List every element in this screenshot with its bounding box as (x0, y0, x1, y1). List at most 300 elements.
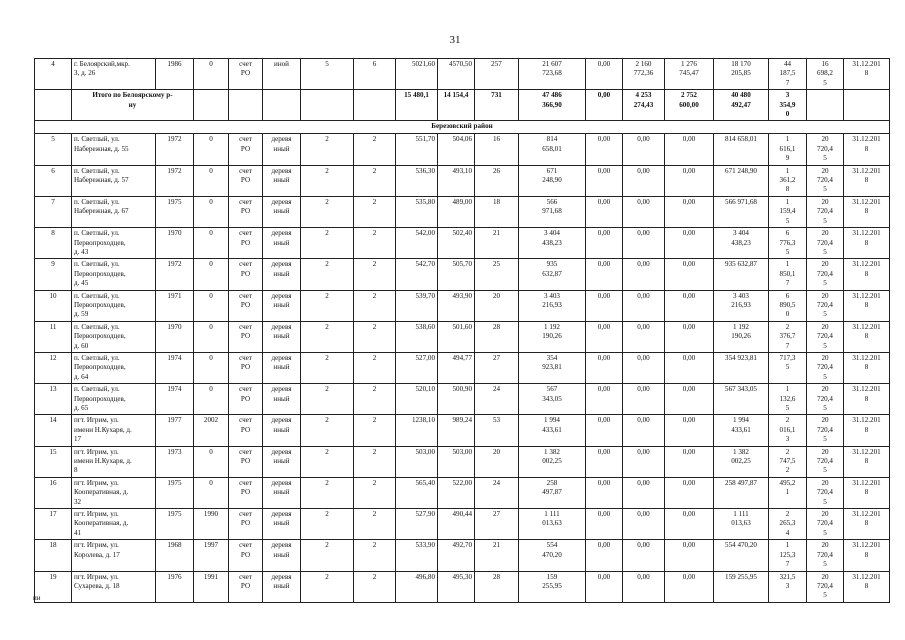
cell-area: 565,40 (396, 477, 438, 508)
cell-c14: 159 255,95 (714, 571, 769, 602)
cell-fl: 2 (301, 571, 354, 602)
cell-fl: 2 (301, 446, 354, 477)
cell-c15: 1 616,1 9 (769, 134, 807, 165)
cell-addr: п. Светлый, ул. Первопроходцев, д. 43 (72, 228, 156, 259)
cell-date: 31.12.201 8 (844, 196, 890, 227)
cell-c11: 0,00 (586, 509, 623, 540)
cell-year: 1975 (156, 509, 194, 540)
cell-c11: 0,00 (586, 134, 623, 165)
cell-rep: 0 (194, 134, 229, 165)
cell-addr: пгт. Игрим, ул. Королева, д. 17 (72, 540, 156, 571)
cell-living: 494,77 (438, 352, 475, 383)
cell-empty (229, 90, 263, 121)
cell-c11: 0,00 (586, 259, 623, 290)
table-row (35, 134, 890, 165)
cell-date: 31.12.201 8 (844, 477, 890, 508)
cell-n: 12 (35, 352, 72, 383)
cell-c16: 20 720,4 5 (807, 290, 844, 321)
cell-date: 31.12.201 8 (844, 228, 890, 259)
cell-c11: 0,00 (586, 290, 623, 321)
cell-area: 535,80 (396, 196, 438, 227)
cell-cost: 3 403 216,93 (519, 290, 586, 321)
cell-empty (354, 90, 396, 121)
cell-c15: 1 159,4 5 (769, 196, 807, 227)
cell-date: 31.12.201 8 (844, 259, 890, 290)
cell-date: 31.12.201 8 (844, 290, 890, 321)
cell-c16: 20 720,4 5 (807, 509, 844, 540)
cell-fl: 2 (301, 321, 354, 352)
cell-c13: 0,00 (665, 228, 714, 259)
cell-ent: 6 (354, 59, 396, 90)
cell-date: 31.12.201 8 (844, 540, 890, 571)
cell-rep: 0 (194, 290, 229, 321)
total-area: 15 480,1 (396, 90, 438, 121)
cell-living: 989,24 (438, 415, 475, 446)
cell-acc: счет РО (229, 321, 263, 352)
section-title: Березовский район (35, 121, 890, 134)
cell-mat: деревя нный (263, 540, 301, 571)
cell-mat: деревя нный (263, 290, 301, 321)
cell-area: 520,10 (396, 384, 438, 415)
cell-living: 502,40 (438, 228, 475, 259)
cell-living: 4570,50 (438, 59, 475, 90)
cell-c15: 2 747,5 2 (769, 446, 807, 477)
cell-c14: 1 192 190,26 (714, 321, 769, 352)
total-cost: 47 486 366,90 (519, 90, 586, 121)
cell-c12: 0,00 (623, 290, 665, 321)
cell-c14: 3 403 216,93 (714, 290, 769, 321)
cell-rep: 0 (194, 259, 229, 290)
cell-living: 522,00 (438, 477, 475, 508)
cell-date: 31.12.201 8 (844, 571, 890, 602)
cell-rep: 0 (194, 196, 229, 227)
cell-c14: 18 170 205,85 (714, 59, 769, 90)
cell-n: 10 (35, 290, 72, 321)
table-row (35, 384, 890, 415)
cell-c14: 1 111 013,63 (714, 509, 769, 540)
cell-c11: 0,00 (586, 415, 623, 446)
cell-reg: 16 (475, 134, 519, 165)
cell-ent: 2 (354, 415, 396, 446)
cell-c13: 0,00 (665, 321, 714, 352)
cell-n: 18 (35, 540, 72, 571)
cell-reg: 257 (475, 59, 519, 90)
cell-rep: 1997 (194, 540, 229, 571)
cell-reg: 25 (475, 259, 519, 290)
table-row (35, 509, 890, 540)
cell-fl: 2 (301, 259, 354, 290)
cell-c14: 1 994 433,61 (714, 415, 769, 446)
cell-acc: счет РО (229, 259, 263, 290)
cell-mat: деревя нный (263, 477, 301, 508)
cell-rep: 1990 (194, 509, 229, 540)
cell-ent: 2 (354, 321, 396, 352)
cell-c16: 20 720,4 5 (807, 446, 844, 477)
table-row (35, 321, 890, 352)
cell-acc: счет РО (229, 384, 263, 415)
cell-empty (301, 90, 354, 121)
cell-cost: 159 255,95 (519, 571, 586, 602)
cell-c15: 2 016,1 3 (769, 415, 807, 446)
cell-mat: деревя нный (263, 134, 301, 165)
cell-c15: 44 187,5 7 (769, 59, 807, 90)
table-row (35, 477, 890, 508)
cell-c14: 935 632,87 (714, 259, 769, 290)
cell-c16: 16 698,2 5 (807, 59, 844, 90)
cell-ent: 2 (354, 259, 396, 290)
table-row (35, 415, 890, 446)
cell-acc: счет РО (229, 134, 263, 165)
cell-mat: деревя нный (263, 571, 301, 602)
footer-mark: ии (33, 594, 41, 602)
cell-fl: 2 (301, 415, 354, 446)
cell-rep: 0 (194, 321, 229, 352)
total-c12: 4 253 274,43 (623, 90, 665, 121)
cell-c12: 0,00 (623, 352, 665, 383)
cell-c14: 354 923,81 (714, 352, 769, 383)
cell-reg: 27 (475, 509, 519, 540)
cell-date: 31.12.201 8 (844, 415, 890, 446)
total-living: 14 154,4 (438, 90, 475, 121)
cell-addr: п. Светлый, ул. Набережная, д. 67 (72, 196, 156, 227)
table-row (35, 571, 890, 602)
cell-rep: 1991 (194, 571, 229, 602)
cell-c12: 0,00 (623, 384, 665, 415)
cell-acc: счет РО (229, 509, 263, 540)
cell-cost: 554 470,20 (519, 540, 586, 571)
cell-ent: 2 (354, 352, 396, 383)
cell-c11: 0,00 (586, 352, 623, 383)
cell-cost: 354 923,81 (519, 352, 586, 383)
cell-n: 17 (35, 509, 72, 540)
cell-c14: 3 404 438,23 (714, 228, 769, 259)
cell-area: 5021,60 (396, 59, 438, 90)
total-row (35, 90, 890, 121)
cell-empty (844, 90, 890, 121)
cell-c12: 0,00 (623, 196, 665, 227)
cell-addr: пгт. Игрим, ул. Сухарева, д. 18 (72, 571, 156, 602)
cell-addr: п. Светлый, ул. Первопроходцев, д. 65 (72, 384, 156, 415)
cell-cost: 1 382 002,25 (519, 446, 586, 477)
cell-fl: 2 (301, 228, 354, 259)
cell-c13: 0,00 (665, 446, 714, 477)
cell-acc: счет РО (229, 415, 263, 446)
cell-c15: 321,5 3 (769, 571, 807, 602)
cell-c12: 0,00 (623, 571, 665, 602)
cell-fl: 2 (301, 477, 354, 508)
cell-year: 1976 (156, 571, 194, 602)
cell-year: 1975 (156, 196, 194, 227)
cell-cost: 566 971,68 (519, 196, 586, 227)
cell-year: 1971 (156, 290, 194, 321)
cell-n: 11 (35, 321, 72, 352)
cell-c14: 554 470,20 (714, 540, 769, 571)
cell-empty (263, 90, 301, 121)
cell-living: 489,00 (438, 196, 475, 227)
cell-c13: 0,00 (665, 290, 714, 321)
cell-n: 14 (35, 415, 72, 446)
table-row (35, 259, 890, 290)
cell-cost: 1 192 190,26 (519, 321, 586, 352)
cell-c11: 0,00 (586, 321, 623, 352)
cell-cost: 567 343,05 (519, 384, 586, 415)
cell-n: 6 (35, 165, 72, 196)
cell-acc: счет РО (229, 446, 263, 477)
cell-fl: 2 (301, 196, 354, 227)
cell-c16: 20 720,4 5 (807, 134, 844, 165)
cell-c13: 0,00 (665, 540, 714, 571)
cell-living: 493,90 (438, 290, 475, 321)
cell-empty (807, 90, 844, 121)
cell-date: 31.12.201 8 (844, 384, 890, 415)
cell-addr: пгт. Игрим, ул. Кооперативная, д. 41 (72, 509, 156, 540)
cell-year: 1974 (156, 352, 194, 383)
cell-ent: 2 (354, 165, 396, 196)
cell-date: 31.12.201 8 (844, 59, 890, 90)
cell-c14: 671 248,90 (714, 165, 769, 196)
cell-year: 1972 (156, 259, 194, 290)
cell-area: 527,90 (396, 509, 438, 540)
cell-addr: пгт. Игрим, ул. Кооперативная, д. 32 (72, 477, 156, 508)
cell-c16: 20 720,4 5 (807, 259, 844, 290)
section-row (35, 121, 890, 134)
cell-mat: деревя нный (263, 196, 301, 227)
cell-c11: 0,00 (586, 196, 623, 227)
cell-cost: 1 994 433,61 (519, 415, 586, 446)
cell-living: 505,70 (438, 259, 475, 290)
cell-reg: 21 (475, 540, 519, 571)
cell-c15: 495,2 1 (769, 477, 807, 508)
cell-ent: 2 (354, 134, 396, 165)
cell-rep: 0 (194, 477, 229, 508)
cell-ent: 2 (354, 477, 396, 508)
cell-ent: 2 (354, 384, 396, 415)
cell-c15: 717,3 5 (769, 352, 807, 383)
cell-c12: 0,00 (623, 321, 665, 352)
cell-reg: 27 (475, 352, 519, 383)
cell-acc: счет РО (229, 228, 263, 259)
cell-year: 1973 (156, 446, 194, 477)
table-row (35, 540, 890, 571)
cell-year: 1977 (156, 415, 194, 446)
cell-c15: 2 376,7 7 (769, 321, 807, 352)
cell-c16: 20 720,4 5 (807, 321, 844, 352)
cell-c12: 0,00 (623, 477, 665, 508)
cell-living: 490,44 (438, 509, 475, 540)
total-reg: 731 (475, 90, 519, 121)
cell-acc: счет РО (229, 59, 263, 90)
cell-c13: 0,00 (665, 384, 714, 415)
total-c14: 40 480 492,47 (714, 90, 769, 121)
cell-c13: 1 276 745,47 (665, 59, 714, 90)
cell-n: 16 (35, 477, 72, 508)
cell-c11: 0,00 (586, 477, 623, 508)
cell-n: 5 (35, 134, 72, 165)
cell-area: 536,30 (396, 165, 438, 196)
cell-c12: 0,00 (623, 446, 665, 477)
cell-date: 31.12.201 8 (844, 352, 890, 383)
cell-mat: деревя нный (263, 446, 301, 477)
total-c13: 2 752 600,00 (665, 90, 714, 121)
cell-reg: 18 (475, 196, 519, 227)
cell-reg: 20 (475, 446, 519, 477)
cell-n: 13 (35, 384, 72, 415)
cell-rep: 0 (194, 228, 229, 259)
cell-mat: деревя нный (263, 228, 301, 259)
cell-mat: деревя нный (263, 509, 301, 540)
cell-living: 495,30 (438, 571, 475, 602)
cell-rep: 0 (194, 59, 229, 90)
cell-area: 542,70 (396, 259, 438, 290)
cell-c13: 0,00 (665, 196, 714, 227)
cell-cost: 3 404 438,23 (519, 228, 586, 259)
table-row (35, 59, 890, 90)
cell-cost: 814 658,01 (519, 134, 586, 165)
cell-ent: 2 (354, 196, 396, 227)
cell-cost: 671 248,90 (519, 165, 586, 196)
cell-c13: 0,00 (665, 352, 714, 383)
cell-year: 1975 (156, 477, 194, 508)
cell-acc: счет РО (229, 477, 263, 508)
cell-living: 504,06 (438, 134, 475, 165)
cell-c16: 20 720,4 5 (807, 228, 844, 259)
cell-year: 1986 (156, 59, 194, 90)
cell-c11: 0,00 (586, 59, 623, 90)
cell-reg: 21 (475, 228, 519, 259)
cell-c15: 6 890,5 0 (769, 290, 807, 321)
cell-c13: 0,00 (665, 134, 714, 165)
cell-acc: счет РО (229, 165, 263, 196)
table-row (35, 165, 890, 196)
cell-c16: 20 720,4 5 (807, 384, 844, 415)
cell-c16: 20 720,4 5 (807, 165, 844, 196)
cell-living: 493,10 (438, 165, 475, 196)
cell-empty (35, 90, 72, 121)
cell-c12: 0,00 (623, 228, 665, 259)
cell-c15: 6 776,3 5 (769, 228, 807, 259)
cell-reg: 53 (475, 415, 519, 446)
cell-fl: 2 (301, 509, 354, 540)
cell-n: 15 (35, 446, 72, 477)
cell-c13: 0,00 (665, 509, 714, 540)
cell-rep: 0 (194, 165, 229, 196)
cell-c16: 20 720,4 5 (807, 352, 844, 383)
cell-ent: 2 (354, 228, 396, 259)
cell-ent: 2 (354, 571, 396, 602)
cell-area: 527,00 (396, 352, 438, 383)
cell-area: 542,00 (396, 228, 438, 259)
cell-c16: 20 720,4 5 (807, 415, 844, 446)
cell-c12: 2 160 772,36 (623, 59, 665, 90)
cell-empty (194, 90, 229, 121)
cell-n: 7 (35, 196, 72, 227)
cell-c13: 0,00 (665, 165, 714, 196)
cell-fl: 2 (301, 290, 354, 321)
cell-area: 551,70 (396, 134, 438, 165)
cell-year: 1970 (156, 321, 194, 352)
cell-fl: 2 (301, 352, 354, 383)
cell-fl: 2 (301, 384, 354, 415)
cell-c12: 0,00 (623, 540, 665, 571)
cell-c11: 0,00 (586, 384, 623, 415)
cell-acc: счет РО (229, 571, 263, 602)
cell-area: 533,90 (396, 540, 438, 571)
cell-fl: 2 (301, 165, 354, 196)
cell-fl: 5 (301, 59, 354, 90)
cell-mat: деревя нный (263, 321, 301, 352)
cell-n: 8 (35, 228, 72, 259)
cell-acc: счет РО (229, 352, 263, 383)
cell-reg: 28 (475, 571, 519, 602)
cell-ent: 2 (354, 446, 396, 477)
cell-c15: 1 125,3 7 (769, 540, 807, 571)
cell-c16: 20 720,4 5 (807, 540, 844, 571)
cell-reg: 26 (475, 165, 519, 196)
cell-fl: 2 (301, 134, 354, 165)
table-row (35, 290, 890, 321)
cell-reg: 24 (475, 477, 519, 508)
total-c11: 0,00 (586, 90, 623, 121)
cell-mat: деревя нный (263, 165, 301, 196)
cell-c11: 0,00 (586, 446, 623, 477)
cell-area: 503,00 (396, 446, 438, 477)
cell-year: 1968 (156, 540, 194, 571)
cell-c16: 20 720,4 5 (807, 196, 844, 227)
page-number: 31 (449, 34, 461, 46)
cell-mat: деревя нный (263, 384, 301, 415)
cell-n: 9 (35, 259, 72, 290)
cell-c11: 0,00 (586, 540, 623, 571)
cell-mat: деревя нный (263, 415, 301, 446)
cell-c13: 0,00 (665, 415, 714, 446)
cell-c15: 1 132,6 5 (769, 384, 807, 415)
cell-acc: счет РО (229, 540, 263, 571)
cell-c15: 2 265,3 4 (769, 509, 807, 540)
table-row (35, 446, 890, 477)
cell-c15: 1 361,2 8 (769, 165, 807, 196)
cell-rep: 2002 (194, 415, 229, 446)
cell-addr: п. Светлый, ул. Первопроходцев, д. 45 (72, 259, 156, 290)
housing-register-table (34, 58, 890, 603)
cell-reg: 20 (475, 290, 519, 321)
cell-area: 496,80 (396, 571, 438, 602)
cell-living: 501,60 (438, 321, 475, 352)
cell-c11: 0,00 (586, 165, 623, 196)
cell-c12: 0,00 (623, 259, 665, 290)
cell-addr: пгт. Игрим, ул. имени Н.Кухаря, д. 8 (72, 446, 156, 477)
cell-addr: п. Светлый, ул. Первопроходцев, д. 59 (72, 290, 156, 321)
cell-cost: 935 632,87 (519, 259, 586, 290)
cell-year: 1972 (156, 165, 194, 196)
cell-rep: 0 (194, 352, 229, 383)
cell-living: 503,00 (438, 446, 475, 477)
cell-date: 31.12.201 8 (844, 165, 890, 196)
cell-ent: 2 (354, 540, 396, 571)
total-c15: 3 354,9 0 (769, 90, 807, 121)
table-row (35, 228, 890, 259)
cell-c14: 258 497,87 (714, 477, 769, 508)
cell-n: 4 (35, 59, 72, 90)
cell-fl: 2 (301, 540, 354, 571)
cell-date: 31.12.201 8 (844, 134, 890, 165)
cell-c13: 0,00 (665, 259, 714, 290)
cell-rep: 0 (194, 384, 229, 415)
cell-c12: 0,00 (623, 134, 665, 165)
cell-cost: 1 111 013,63 (519, 509, 586, 540)
cell-mat: деревя нный (263, 352, 301, 383)
cell-addr: п. Светлый, ул. Набережная, д. 55 (72, 134, 156, 165)
cell-c12: 0,00 (623, 509, 665, 540)
